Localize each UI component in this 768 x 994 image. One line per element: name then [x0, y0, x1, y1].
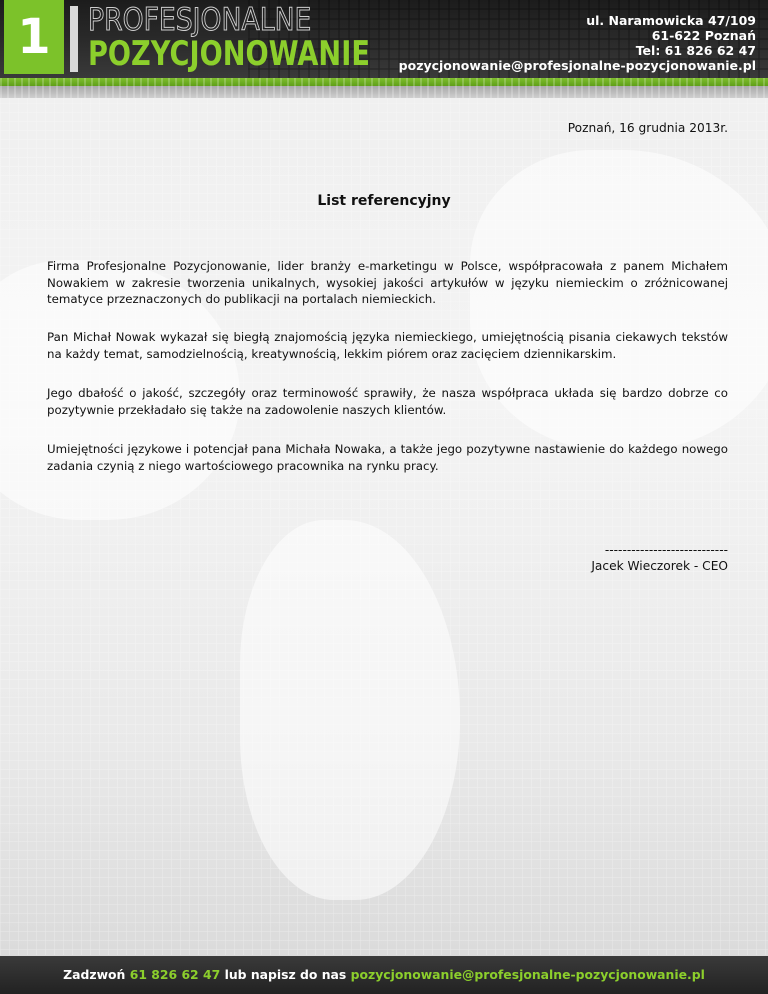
letter-paragraph: Firma Profesjonalne Pozycjonowanie, lider branży e-marketingu w Polsce, współpracowała z panem Michałem Nowakiem w zakresie tworzenia unikalnych, wysokiej jakości artykułów w języku niemieckim o zróżnicowanej tematyce przeznaczonych do publikacji na portalach niemieckich. — [47, 259, 728, 306]
contact-phone: Tel: 61 826 62 47 — [635, 43, 756, 58]
footer-email: pozycjonowanie@profesjonalne-pozycjonowanie.pl — [350, 967, 705, 982]
header-stripe-pattern — [0, 78, 768, 98]
signature-name: Jacek Wieczorek - CEO — [591, 559, 728, 573]
footer-call-text: Zadzwoń — [63, 967, 126, 982]
contact-email: pozycjonowanie@profesjonalne-pozycjonowanie.pl — [398, 58, 756, 73]
contact-street: ul. Naramowicka 47/109 — [586, 13, 756, 28]
logo-divider — [70, 6, 78, 72]
letter-paragraph: Umiejętności językowe i potencjał pana Michała Nowaka, a także jego pozytywne nastawienie do każdego nowego zadania czynią z niego wartościowego pracownika na rynku pracy. — [47, 442, 728, 473]
signature-line: ---------------------------- — [604, 543, 728, 557]
letterhead — [0, 0, 768, 78]
logo-number: 1 — [4, 0, 64, 74]
company-contact — [399, 13, 756, 73]
letter-paragraph: Jego dbałość o jakość, szczegóły oraz terminowość sprawiły, że nasza współpraca układa się bardzo dobrze co pozytywnie przekładało się także na zadowolenie naszych klientów. — [47, 386, 728, 417]
footer-middle-text: lub napisz do nas — [224, 967, 347, 982]
contact-city: 61-622 Poznań — [651, 28, 756, 43]
letter-date: Poznań, 16 grudnia 2013r. — [567, 121, 728, 135]
footer-bar — [0, 956, 768, 994]
logo-line1: PROFESJONALNE — [88, 2, 312, 38]
signature-block — [591, 542, 728, 574]
footer-phone: 61 826 62 47 — [129, 967, 221, 982]
letter-paragraph: Pan Michał Nowak wykazał się biegłą znajomością języka niemieckiego, umiejętnością pisania ciekawych tekstów na każdy temat, samodzielnością, kreatywnością, lekkim piórem oraz zacięciem dziennikarskim. — [47, 330, 728, 361]
logo-line2: POZYCJONOWANIE — [88, 34, 370, 74]
letter-title: List referencyjny — [317, 193, 451, 209]
